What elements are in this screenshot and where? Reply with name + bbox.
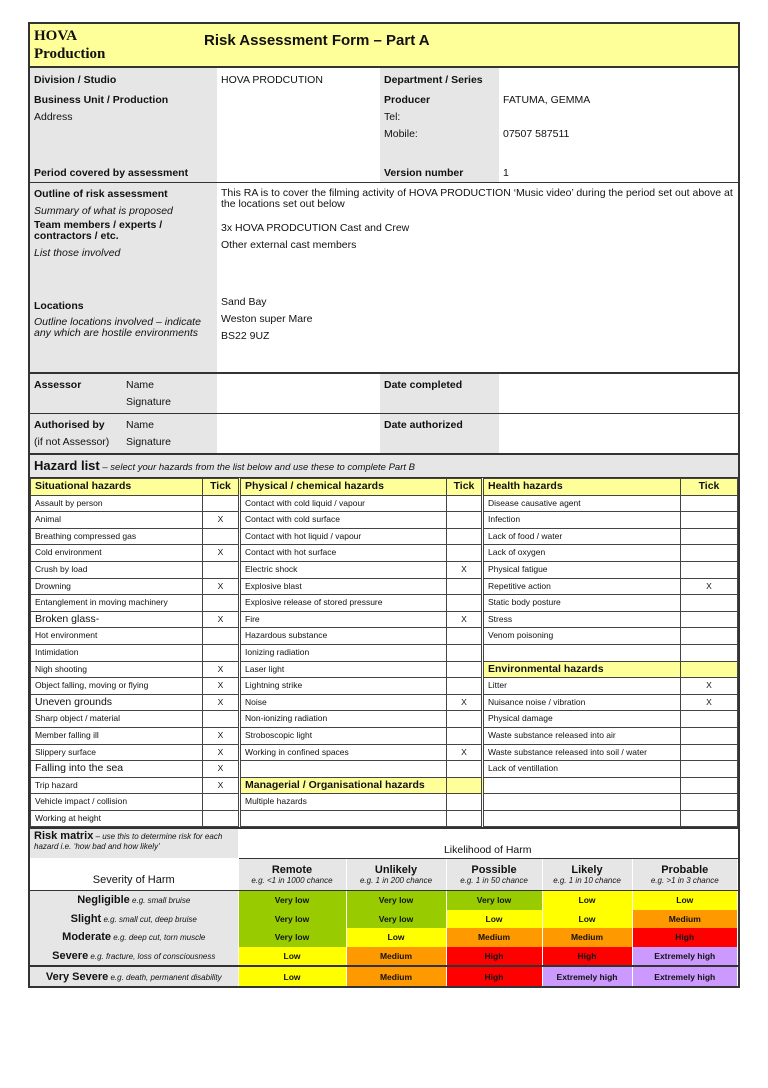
team-value-2[interactable]: Other external cast members	[221, 239, 357, 251]
likelihood-name: Possible	[471, 863, 517, 876]
tick-cell[interactable]	[681, 628, 738, 645]
org-line-2: Production	[34, 46, 106, 62]
hazard-label: Lack of food / water	[483, 528, 681, 545]
hazard-label: Venom poisoning	[483, 628, 681, 645]
severity-label	[30, 890, 238, 909]
severity-name: Negligible	[77, 894, 130, 907]
risk-matrix-instruction: – use this to determine risk for each hazard i.e. ‘how bad and how likely’	[34, 832, 223, 852]
risk-level-high: High	[446, 947, 542, 967]
tick-cell[interactable]	[447, 628, 483, 645]
tick-cell[interactable]	[447, 727, 483, 744]
hazard-category-header: Environmental hazards	[483, 661, 681, 678]
likelihood-remote	[238, 858, 346, 890]
hazard-row	[31, 678, 738, 695]
tick-cell[interactable]	[203, 528, 240, 545]
assessor-signature-label: Signature	[126, 396, 171, 408]
hazard-category-header: Managerial / Organisational hazards	[240, 777, 447, 794]
hazard-label: Fire	[240, 611, 447, 628]
likelihood-name: Remote	[271, 863, 313, 876]
mobile-value[interactable]: 07507 587511	[503, 128, 570, 140]
hazard-label: Waste substance released into soil / water	[483, 744, 681, 761]
tick-cell[interactable]: X	[447, 744, 483, 761]
hazard-label	[483, 794, 681, 811]
hazard-row	[31, 512, 738, 529]
assessor-name-field[interactable]	[217, 373, 380, 414]
risk-level-very-low: Very low	[446, 890, 542, 909]
hazard-label	[483, 644, 681, 661]
tick-header: Tick	[203, 479, 240, 496]
severity-row-very-severe	[30, 966, 738, 986]
likelihood-unlikely	[346, 858, 446, 890]
hazard-label: Disease causative agent	[483, 495, 681, 512]
risk-level-very-low: Very low	[238, 890, 346, 909]
tick-cell[interactable]	[681, 711, 738, 728]
info-table	[30, 68, 738, 372]
form-title: Risk Assessment Form – Part A	[204, 32, 430, 49]
tick-cell[interactable]: X	[203, 744, 240, 761]
hazard-row	[31, 644, 738, 661]
hazard-label: Drowning	[31, 578, 203, 595]
tick-cell[interactable]	[203, 711, 240, 728]
hazard-row	[31, 545, 738, 562]
hazard-label: Uneven grounds	[31, 694, 203, 711]
severity-name: Slight	[70, 912, 102, 925]
tick-cell[interactable]	[681, 512, 738, 529]
risk-level-medium: Medium	[632, 910, 738, 929]
tick-cell[interactable]: X	[681, 578, 738, 595]
hazard-label: Stress	[483, 611, 681, 628]
severity-title: Severity of Harm	[30, 858, 238, 890]
hazard-label: Explosive release of stored pressure	[240, 595, 447, 612]
form-header	[30, 24, 738, 68]
risk-level-extremely-high: Extremely high	[632, 966, 738, 986]
tick-cell[interactable]	[447, 678, 483, 695]
tick-cell[interactable]	[681, 761, 738, 778]
tick-cell[interactable]	[447, 761, 483, 778]
hazard-label: Working in confined spaces	[240, 744, 447, 761]
risk-level-very-low: Very low	[346, 890, 446, 909]
outline-sub: Summary of what is proposed	[34, 205, 173, 217]
tick-cell[interactable]	[681, 777, 738, 794]
hazard-row	[31, 595, 738, 612]
hazard-category-header: Health hazards	[483, 479, 681, 496]
hazard-label: Entanglement in moving machinery	[31, 595, 203, 612]
risk-matrix	[30, 827, 738, 985]
risk-level-low: Low	[542, 890, 632, 909]
hazard-label: Nigh shooting	[31, 661, 203, 678]
location-2[interactable]: Weston super Mare	[221, 313, 313, 325]
severity-name: Moderate	[62, 931, 112, 944]
hazard-label: Trip hazard	[31, 777, 203, 794]
severity-example: e.g. fracture, loss of consciousness	[88, 952, 216, 962]
likelihood-name: Unlikely	[374, 863, 418, 876]
tick-header: Tick	[681, 479, 738, 496]
severity-example: e.g. small bruise	[129, 896, 191, 906]
likelihood-likely	[542, 858, 632, 890]
hazard-row	[31, 744, 738, 761]
hazard-row	[31, 777, 738, 794]
hazard-row	[31, 794, 738, 811]
hazard-row	[31, 561, 738, 578]
hazard-label: Crush by load	[31, 561, 203, 578]
address-label: Address	[34, 111, 73, 123]
hazard-label: Object falling, moving or flying	[31, 678, 203, 695]
risk-level-low: Low	[446, 910, 542, 929]
hazard-label: Vehicle impact / collision	[31, 794, 203, 811]
severity-row-negligible	[30, 890, 738, 909]
risk-matrix-title	[30, 828, 238, 858]
tick-cell[interactable]: X	[447, 694, 483, 711]
tick-cell[interactable]	[681, 611, 738, 628]
hazard-label: Lack of ventillation	[483, 761, 681, 778]
version-value[interactable]: 1	[503, 167, 509, 179]
hazard-label: Laser light	[240, 661, 447, 678]
hazard-list-title	[30, 453, 738, 478]
hazard-label: Cold environment	[31, 545, 203, 562]
hazard-label: Sharp object / material	[31, 711, 203, 728]
risk-level-very-low: Very low	[346, 910, 446, 929]
tick-cell[interactable]	[681, 495, 738, 512]
tick-cell[interactable]	[203, 628, 240, 645]
tick-cell[interactable]	[447, 794, 483, 811]
tick-cell[interactable]	[681, 810, 738, 827]
organisation-name	[30, 24, 200, 67]
team-value-1[interactable]: 3x HOVA PRODCUTION Cast and Crew	[221, 222, 410, 234]
authorised-label: Authorised by	[34, 419, 105, 431]
hazard-category-header: Physical / chemical hazards	[240, 479, 447, 496]
hazard-category-header: Situational hazards	[31, 479, 203, 496]
severity-name: Very Severe	[45, 970, 109, 983]
authorised-name-label: Name	[126, 419, 155, 431]
tick-header: Tick	[447, 479, 483, 496]
hazard-label: Nuisance noise / vibration	[483, 694, 681, 711]
tick-cell[interactable]	[203, 561, 240, 578]
risk-level-very-low: Very low	[238, 928, 346, 947]
hazard-label: Litter	[483, 678, 681, 695]
tick-cell[interactable]	[203, 810, 240, 827]
locations-sub: Outline locations involved – indicate any which are hostile environments	[34, 316, 201, 339]
producer-value[interactable]: FATUMA, GEMMA	[503, 94, 591, 106]
hazard-label: Multiple hazards	[240, 794, 447, 811]
business-unit-label: Business Unit / Production	[34, 94, 169, 106]
risk-level-medium: Medium	[446, 928, 542, 947]
likelihood-probable	[632, 858, 738, 890]
hazard-row	[31, 727, 738, 744]
hazard-row	[31, 761, 738, 778]
risk-level-low: Low	[346, 928, 446, 947]
tick-cell[interactable]: X	[681, 678, 738, 695]
hazard-row	[31, 528, 738, 545]
tick-cell	[681, 661, 738, 678]
tick-cell[interactable]: X	[203, 545, 240, 562]
hazard-label: Assault by person	[31, 495, 203, 512]
hazard-list-heading: Hazard list	[34, 458, 100, 473]
assessor-label: Assessor	[34, 379, 82, 391]
tick-cell[interactable]	[681, 644, 738, 661]
hazard-label: Lack of oxygen	[483, 545, 681, 562]
hazard-row	[31, 694, 738, 711]
tel-label: Tel:	[384, 111, 401, 123]
department-label: Department / Series	[384, 74, 483, 86]
hazard-label: Stroboscopic light	[240, 727, 447, 744]
hazard-label: Contact with cold liquid / vapour	[240, 495, 447, 512]
risk-level-extremely-high: Extremely high	[632, 947, 738, 967]
tick-cell[interactable]	[681, 545, 738, 562]
hazard-label: Member falling ill	[31, 727, 203, 744]
date-authorized-field[interactable]	[499, 414, 738, 454]
risk-level-medium: Medium	[542, 928, 632, 947]
hazard-label: Physical fatigue	[483, 561, 681, 578]
tick-cell[interactable]	[681, 794, 738, 811]
hazard-label: Non-ionizing radiation	[240, 711, 447, 728]
likelihood-example: e.g. 1 in 10 chance	[553, 875, 621, 885]
hazard-label	[483, 777, 681, 794]
assessor-name-label: Name	[126, 379, 155, 391]
hazard-label	[240, 810, 447, 827]
outline-value[interactable]: This RA is to cover the filming activity of HOVA PRODUCTION ‘Music video’ during the period set out above at the locations set out below	[221, 187, 733, 210]
tick-cell[interactable]	[203, 495, 240, 512]
tick-cell[interactable]	[447, 578, 483, 595]
hazard-label: Explosive blast	[240, 578, 447, 595]
hazard-row	[31, 661, 738, 678]
hazard-label: Repetitive action	[483, 578, 681, 595]
tick-cell[interactable]: X	[203, 578, 240, 595]
tick-cell[interactable]	[447, 595, 483, 612]
producer-label: Producer	[384, 94, 431, 106]
hazard-list-instruction: – select your hazards from the list below and use these to complete Part B	[99, 462, 415, 473]
mobile-label: Mobile:	[384, 128, 418, 140]
severity-label	[30, 966, 238, 986]
severity-row-moderate	[30, 928, 738, 947]
tick-cell[interactable]: X	[681, 694, 738, 711]
severity-example: e.g. small cut, deep bruise	[101, 914, 197, 924]
hazard-label: Breathing compressed gas	[31, 528, 203, 545]
hazard-label: Animal	[31, 512, 203, 529]
org-line-1: HOVA	[34, 28, 78, 44]
hazard-label: Lightning strike	[240, 678, 447, 695]
likelihood-example: e.g. 1 in 50 chance	[460, 875, 528, 885]
tick-cell[interactable]: X	[203, 761, 240, 778]
signoff-table	[30, 372, 738, 453]
division-label: Division / Studio	[34, 74, 117, 86]
severity-label	[30, 910, 238, 929]
hazard-row	[31, 495, 738, 512]
tick-cell[interactable]	[681, 528, 738, 545]
hazard-label: Contact with cold surface	[240, 512, 447, 529]
hazard-label: Infection	[483, 512, 681, 529]
risk-level-high: High	[446, 966, 542, 986]
likelihood-name: Probable	[661, 863, 709, 876]
team-label: Team members / experts / contractors / etc.	[34, 219, 163, 242]
hazard-label: Physical damage	[483, 711, 681, 728]
tick-cell[interactable]	[447, 528, 483, 545]
hazard-row	[31, 711, 738, 728]
hazard-label	[240, 761, 447, 778]
tick-cell[interactable]	[447, 661, 483, 678]
risk-level-low: Low	[542, 910, 632, 929]
risk-level-low: Low	[238, 966, 346, 986]
tick-cell[interactable]	[447, 644, 483, 661]
tick-cell[interactable]	[447, 810, 483, 827]
tick-cell[interactable]: X	[203, 512, 240, 529]
risk-level-low: Low	[632, 890, 738, 909]
tick-cell[interactable]	[203, 595, 240, 612]
tick-cell[interactable]: X	[203, 661, 240, 678]
risk-level-extremely-high: Extremely high	[542, 966, 632, 986]
tick-cell[interactable]	[681, 561, 738, 578]
likelihood-possible	[446, 858, 542, 890]
hazard-label: Contact with hot surface	[240, 545, 447, 562]
hazard-label: Falling into the sea	[31, 761, 203, 778]
tick-cell[interactable]	[447, 495, 483, 512]
severity-name: Severe	[52, 950, 89, 963]
hazard-table	[30, 478, 738, 827]
likelihood-example: e.g. 1 in 200 chance	[359, 875, 433, 885]
hazard-label: Hot environment	[31, 628, 203, 645]
tick-cell[interactable]: X	[203, 777, 240, 794]
hazard-header-row	[31, 479, 738, 496]
tick-cell[interactable]: X	[447, 561, 483, 578]
hazard-label: Static body posture	[483, 595, 681, 612]
tick-cell[interactable]: X	[203, 727, 240, 744]
risk-level-low: Low	[238, 947, 346, 967]
hazard-label: Broken glass-	[31, 611, 203, 628]
severity-row-severe	[30, 947, 738, 967]
hazard-label: Working at height	[31, 810, 203, 827]
risk-level-high: High	[542, 947, 632, 967]
tick-cell[interactable]	[447, 711, 483, 728]
hazard-row	[31, 810, 738, 827]
risk-level-high: High	[632, 928, 738, 947]
hazard-label: Ionizing radiation	[240, 644, 447, 661]
tick-cell[interactable]	[203, 794, 240, 811]
date-completed-field[interactable]	[499, 373, 738, 414]
risk-assessment-form	[28, 22, 740, 988]
hazard-label: Slippery surface	[31, 744, 203, 761]
severity-row-slight	[30, 910, 738, 929]
tick-cell[interactable]	[681, 727, 738, 744]
outline-label: Outline of risk assessment	[34, 188, 168, 200]
tick-cell[interactable]	[681, 744, 738, 761]
likelihood-name: Likely	[571, 863, 603, 876]
tick-cell[interactable]: X	[447, 611, 483, 628]
hazard-label: Contact with hot liquid / vapour	[240, 528, 447, 545]
division-value[interactable]: HOVA PRODCUTION	[221, 74, 323, 86]
period-label: Period covered by assessment	[34, 167, 189, 179]
tick-cell[interactable]	[681, 595, 738, 612]
tick-cell[interactable]: X	[203, 611, 240, 628]
hazard-label: Noise	[240, 694, 447, 711]
severity-example: e.g. death, permanent disability	[108, 972, 222, 982]
date-completed-label: Date completed	[384, 379, 463, 391]
risk-level-medium: Medium	[346, 947, 446, 967]
risk-level-medium: Medium	[346, 966, 446, 986]
hazard-label: Intimidation	[31, 644, 203, 661]
hazard-row	[31, 611, 738, 628]
hazard-row	[31, 628, 738, 645]
hazard-label	[483, 810, 681, 827]
locations-label: Locations	[34, 300, 84, 312]
likelihood-example: e.g. <1 in 1000 chance	[251, 875, 333, 885]
likelihood-title: Likelihood of Harm	[238, 828, 738, 858]
team-sub: List those involved	[34, 247, 121, 259]
date-authorized-label: Date authorized	[384, 419, 463, 431]
risk-level-very-low: Very low	[238, 910, 346, 929]
tick-cell	[447, 777, 483, 794]
tick-cell[interactable]: X	[203, 694, 240, 711]
location-1[interactable]: Sand Bay	[221, 296, 267, 308]
tick-cell[interactable]: X	[203, 678, 240, 695]
severity-label	[30, 947, 238, 967]
tick-cell[interactable]	[203, 644, 240, 661]
severity-example: e.g. deep cut, torn muscle	[111, 933, 206, 943]
tick-cell[interactable]	[447, 545, 483, 562]
hazard-label: Electric shock	[240, 561, 447, 578]
hazard-label: Hazardous substance	[240, 628, 447, 645]
authorised-sub: (if not Assessor)	[34, 436, 110, 448]
location-3[interactable]: BS22 9UZ	[221, 330, 270, 342]
authorised-name-field[interactable]	[217, 414, 380, 454]
tick-cell[interactable]	[447, 512, 483, 529]
likelihood-example: e.g. >1 in 3 chance	[650, 875, 719, 885]
version-label: Version number	[384, 167, 464, 179]
hazard-row	[31, 578, 738, 595]
authorised-signature-label: Signature	[126, 436, 171, 448]
severity-label	[30, 928, 238, 947]
hazard-label: Waste substance released into air	[483, 727, 681, 744]
risk-matrix-heading: Risk matrix	[34, 830, 94, 843]
